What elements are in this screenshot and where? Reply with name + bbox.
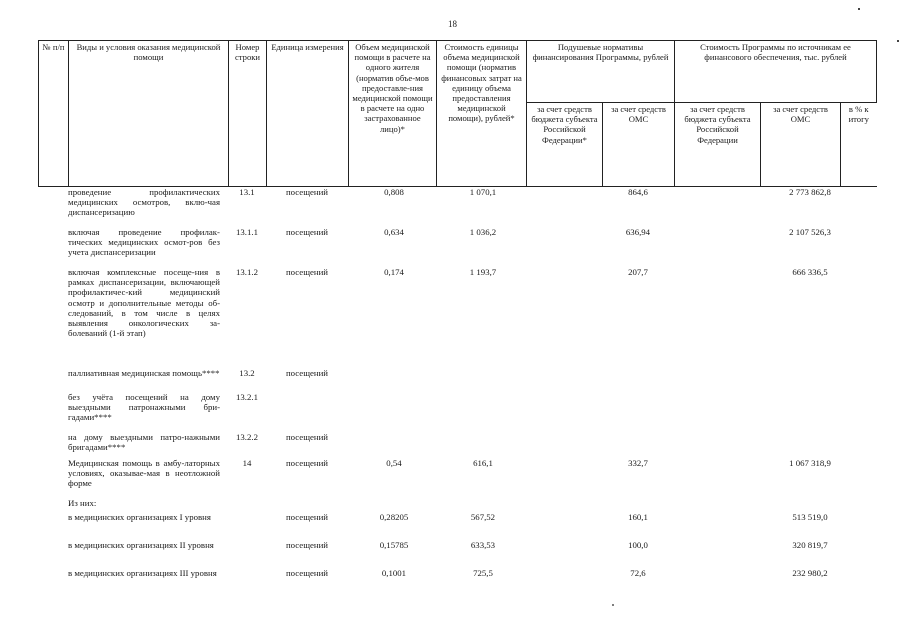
row-volume: 0,808 bbox=[384, 187, 404, 197]
row-line-number: 13.2.2 bbox=[236, 432, 258, 442]
row-line-number: 13.1.2 bbox=[236, 267, 258, 277]
table-row bbox=[38, 568, 867, 594]
row-volume: 0,28205 bbox=[379, 512, 409, 522]
row-norm-oms: 100,0 bbox=[628, 540, 648, 550]
header-sources-pct: в % к итогу bbox=[841, 103, 877, 187]
row-name: Из них: bbox=[68, 498, 97, 508]
scan-speck bbox=[897, 40, 899, 42]
table-row bbox=[38, 392, 867, 432]
row-name: на дому выездными патро-нажными бригадами**** bbox=[68, 432, 220, 453]
row-line-number: 13.1.1 bbox=[236, 227, 258, 237]
row-cost: 567,52 bbox=[470, 512, 496, 522]
table-row bbox=[38, 458, 867, 498]
table-row bbox=[38, 432, 867, 458]
table-row bbox=[38, 187, 867, 227]
row-volume: 0,634 bbox=[384, 227, 404, 237]
row-unit: посещений bbox=[285, 267, 329, 277]
row-sum-oms: 1 067 318,9 bbox=[789, 458, 831, 468]
row-unit: посещений bbox=[285, 512, 329, 522]
row-line-number: 13.1 bbox=[239, 187, 255, 197]
row-cost: 1 193,7 bbox=[469, 267, 497, 277]
scan-speck bbox=[858, 8, 860, 10]
row-sum-oms: 513 519,0 bbox=[792, 512, 828, 522]
row-name: проведение профилактических медицинских осмотров, вклю-чая диспансеризацию bbox=[68, 187, 220, 218]
header-col-norms: Подушевые нормативы финансирования Программы, рублей bbox=[527, 41, 675, 103]
row-cost: 1 036,2 bbox=[469, 227, 497, 237]
table-row bbox=[38, 540, 867, 568]
row-cost: 1 070,1 bbox=[469, 187, 497, 197]
row-volume: 0,54 bbox=[386, 458, 402, 468]
table-row bbox=[38, 227, 867, 267]
row-sum-oms: 2 773 862,8 bbox=[789, 187, 831, 197]
row-unit: посещений bbox=[285, 368, 329, 378]
row-unit: посещений bbox=[285, 227, 329, 237]
row-sum-oms: 320 819,7 bbox=[792, 540, 828, 550]
row-unit: посещений bbox=[285, 568, 329, 578]
header-norms-budget: за счет средств бюджета субъекта Российской Федерации* bbox=[527, 103, 603, 187]
row-norm-oms: 332,7 bbox=[628, 458, 648, 468]
header-col-num: № п/п bbox=[39, 41, 69, 187]
header-col-line: Номер строки bbox=[229, 41, 267, 187]
table-row bbox=[38, 267, 867, 368]
row-name: Медицинская помощь в амбу-латорных условиях, оказывае-мая в неотложной форме bbox=[68, 458, 220, 489]
scan-speck bbox=[612, 604, 614, 606]
row-sum-oms: 2 107 526,3 bbox=[789, 227, 831, 237]
table-row bbox=[38, 512, 867, 540]
header-sources-oms: за счет средств ОМС bbox=[761, 103, 841, 187]
row-unit: посещений bbox=[285, 187, 329, 197]
table-body bbox=[38, 187, 867, 594]
header-norms-oms: за счет средств ОМС bbox=[603, 103, 675, 187]
row-name: в медицинских организациях I уровня bbox=[68, 512, 211, 522]
table-header bbox=[38, 40, 877, 187]
row-cost: 616,1 bbox=[473, 458, 493, 468]
row-name: паллиативная медицинская помощь**** bbox=[68, 368, 220, 378]
row-line-number: 13.2.1 bbox=[236, 392, 258, 402]
row-name: включая проведение профилак-тических медицинских осмот-ров без учета диспансеризации bbox=[68, 227, 220, 258]
row-cost: 725,5 bbox=[473, 568, 493, 578]
row-norm-oms: 636,94 bbox=[625, 227, 651, 237]
row-unit: посещений bbox=[285, 432, 329, 442]
row-norm-oms: 207,7 bbox=[628, 267, 648, 277]
header-col-types: Виды и условия оказания медицинской помощи bbox=[69, 41, 229, 187]
page-number: 18 bbox=[448, 19, 457, 29]
table-row bbox=[38, 368, 867, 392]
table-row bbox=[38, 498, 867, 512]
row-sum-oms: 232 980,2 bbox=[792, 568, 828, 578]
row-volume: 0,1001 bbox=[381, 568, 407, 578]
row-unit: посещений bbox=[285, 540, 329, 550]
header-col-unit: Единица измерения bbox=[267, 41, 349, 187]
row-name: в медицинских организациях II уровня bbox=[68, 540, 214, 550]
row-sum-oms: 666 336,5 bbox=[792, 267, 828, 277]
header-sources-budget: за счет средств бюджета субъекта Российской Федерации bbox=[675, 103, 761, 187]
row-line-number: 14 bbox=[242, 458, 252, 468]
row-norm-oms: 160,1 bbox=[628, 512, 648, 522]
row-name: без учёта посещений на дому выездными патронажными бри-гадами**** bbox=[68, 392, 220, 423]
row-cost: 633,53 bbox=[470, 540, 496, 550]
row-norm-oms: 864,6 bbox=[628, 187, 648, 197]
row-line-number: 13.2 bbox=[239, 368, 255, 378]
row-volume: 0,174 bbox=[384, 267, 404, 277]
header-col-volume: Объем медицинской помощи в расчете на одного жителя (норматив объе-мов предоставле-ния медицинской помощи в расчете на одно застрахованное лицо)* bbox=[349, 41, 437, 187]
row-volume: 0,15785 bbox=[379, 540, 409, 550]
row-name: в медицинских организациях III уровня bbox=[68, 568, 217, 578]
header-col-cost: Стоимость единицы объема медицинской помощи (норматив финансовых затрат на единицу объема предоставления медицинской помощи), рублей* bbox=[437, 41, 527, 187]
row-norm-oms: 72,6 bbox=[630, 568, 646, 578]
row-name: включая комплексные посеще-ния в рамках диспансеризации, включающей профилактичес-кий медицинский осмотр и дополнительные методы об-следований, в том числе в целях выявления онкологических за-болеваний (1-й этап) bbox=[68, 267, 220, 339]
row-unit: посещений bbox=[285, 458, 329, 468]
header-col-sources: Стоимость Программы по источникам ее финансового обеспечения, тыс. рублей bbox=[675, 41, 877, 103]
